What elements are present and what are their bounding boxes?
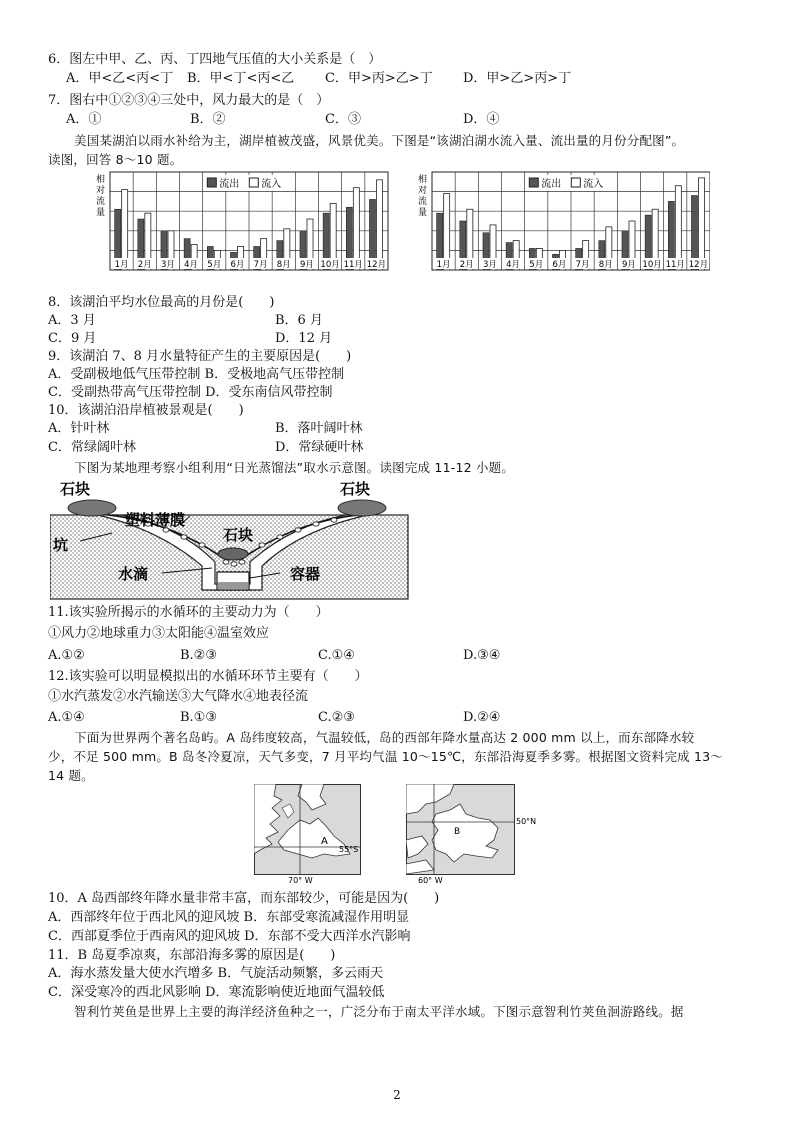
- label-water-drops: 水滴: [118, 565, 149, 583]
- label-pit: 坑: [53, 536, 69, 554]
- label-stone-left: 石块: [60, 480, 91, 498]
- chart-1-category-label: 10月: [642, 260, 662, 270]
- chart-0-category-label: 2月: [137, 260, 152, 270]
- chart-0-bar-in: [376, 180, 382, 270]
- chart-1-ylabel-char: 量: [418, 208, 428, 218]
- question-10-stem: 10．该湖泊沿岸植被景观是( ): [48, 403, 244, 418]
- chart-1-category-label: 6月: [552, 260, 567, 270]
- passage-islands-line-1: 下面为世界两个著名岛屿。A 岛纬度较高，气温较低，岛的西部年降水量高达 2 000 mm 以上，而东部降水较: [74, 730, 695, 745]
- label-stone-middle: 石块: [223, 526, 254, 544]
- q12-option-b: B.①③: [180, 710, 217, 725]
- q11-option-d: D.③④: [463, 648, 501, 663]
- label-stone-right: 石块: [340, 480, 371, 498]
- q10b-options-cd: C．西部夏季位于西南风的迎风坡 D．东部不受大西洋水汽影响: [48, 929, 411, 944]
- chart-0-legend-out: 流出: [219, 179, 240, 190]
- question-12-stem: 12.该实验可以明显模拟出的水循环环节主要有（ ）: [48, 669, 368, 684]
- passage-lake-line-2: 读图，回答 8～10 题。: [48, 152, 183, 167]
- chart-1-legend-out: 流出: [541, 179, 562, 190]
- q11-option-a: A.①②: [48, 648, 85, 663]
- question-8-stem: 8．该湖泊平均水位最高的月份是( ): [48, 295, 275, 310]
- q12-option-a: A.①④: [48, 710, 85, 725]
- chart-0-legend-out-swatch: [207, 178, 216, 187]
- chart-1-legend-in-swatch: [571, 178, 580, 187]
- chart-1-category-label: 3月: [482, 260, 497, 270]
- chart-1-category-label: 8月: [598, 260, 613, 270]
- chart-0-category-label: 5月: [207, 260, 222, 270]
- q11-option-b: B.②③: [180, 648, 217, 663]
- q6-option-d: D．甲>乙>丙>丁: [463, 71, 572, 86]
- chart-1-ylabel-char: 流: [418, 197, 428, 207]
- chart-0-category-label: 3月: [160, 260, 175, 270]
- chart-0-category-label: 10月: [320, 260, 340, 270]
- chart-0-category-label: 1月: [114, 260, 129, 270]
- passage-islands-line-2: 少，不足 500 mm。B 岛冬冷夏凉，天气多变，7 月平均气温 10～15℃，东部沿海夏季多雾。根据图文资料完成 13～: [48, 749, 724, 764]
- map-a-latitude: 55°S: [339, 845, 359, 854]
- lake-flow-charts: [90, 168, 710, 290]
- question-6-stem: 6．图左中甲、乙、丙、丁四地气压值的大小关系是（ ）: [48, 52, 382, 67]
- q7-option-d: D．④: [463, 112, 500, 127]
- passage-distillation: 下图为某地理考察小组利用“日光蒸馏法”取水示意图。读图完成 11-12 小题。: [74, 460, 515, 475]
- q7-option-a: A．①: [66, 112, 102, 127]
- chart-0-legend-in: 流入: [261, 179, 282, 190]
- passage-islands-line-3: 14 题。: [48, 768, 94, 783]
- chart-0-category-label: 6月: [230, 260, 245, 270]
- chart-0-ylabel-char: 量: [96, 208, 106, 218]
- question-11b-stem: 11．B 岛夏季凉爽，东部沿海多雾的原因是( ): [48, 948, 336, 963]
- chart-1-category-label: 9月: [621, 260, 636, 270]
- q11-items: ①风力②地球重力③太阳能④温室效应: [48, 626, 270, 641]
- q10-option-c: C．常绿阔叶林: [48, 440, 136, 455]
- chart-0-ylabel-char: 相: [96, 175, 106, 185]
- q11-option-c: C.①④: [318, 648, 355, 663]
- chart-1-category-label: 7月: [575, 260, 590, 270]
- question-9-stem: 9．该湖泊 7、8 月水量特征产生的主要原因是( ): [48, 349, 352, 364]
- q6-option-a: A．甲<乙<丙<丁: [66, 71, 174, 86]
- chart-0-ylabel-char: 流: [96, 197, 106, 207]
- q7-option-c: C．③: [325, 112, 361, 127]
- q10-option-d: D．常绿硬叶林: [275, 440, 364, 455]
- chart-1-category-label: 1月: [436, 260, 451, 270]
- q8-option-b: B．6 月: [275, 313, 323, 328]
- q8-option-d: D．12 月: [275, 331, 333, 346]
- middle-stone: [218, 548, 248, 560]
- chart-1-legend-out-swatch: [529, 178, 538, 187]
- chart-0-category-label: 4月: [184, 260, 199, 270]
- q11b-options-cd: C．深受寒冷的西北风影响 D．寒流影响使近地面气温较低: [48, 985, 385, 1000]
- chart-1-ylabel-char: 相: [418, 175, 428, 185]
- chart-0-category-label: 9月: [299, 260, 314, 270]
- page-number: 2: [393, 1088, 401, 1102]
- question-7-stem: 7．图右中①②③④三处中，风力最大的是（ ）: [48, 93, 330, 108]
- q12-option-d: D.②④: [463, 710, 501, 725]
- chart-1-bar-in: [675, 186, 681, 270]
- chart-1-category-label: 12月: [688, 260, 709, 270]
- label-container: 容器: [290, 565, 321, 583]
- q12-items: ①水汽蒸发②水汽输送③大气降水④地表径流: [48, 689, 309, 704]
- map-a-longitude: 70° W: [288, 876, 313, 885]
- q8-option-c: C．9 月: [48, 331, 97, 346]
- question-11-stem: 11.该实验所揭示的水循环的主要动力为（ ）: [48, 605, 329, 620]
- chart-0-category-label: 8月: [276, 260, 291, 270]
- label-plastic-film: 塑料薄膜: [125, 511, 186, 529]
- chart-0-legend-in-swatch: [249, 178, 258, 187]
- passage-fish: 智利竹荚鱼是世界上主要的海洋经济鱼种之一，广泛分布于南太平洋水域。下图示意智利竹荚鱼洄游路线。据: [74, 1004, 684, 1019]
- map-b-label: B: [454, 827, 461, 837]
- island-a-map: [254, 784, 366, 886]
- map-b-latitude: 50°N: [516, 817, 537, 826]
- chart-1-bar-in: [698, 178, 704, 270]
- chart-1-category-label: 5月: [529, 260, 544, 270]
- chart-1-category-label: 2月: [459, 260, 474, 270]
- island-b-map: [406, 784, 542, 886]
- q10-option-b: B．落叶阔叶林: [275, 421, 363, 436]
- solar-distillation-diagram: [50, 478, 410, 600]
- left-stone: [68, 500, 116, 516]
- right-stone: [338, 500, 386, 516]
- map-b-longitude: 60° W: [418, 876, 443, 885]
- q10-option-a: A．针叶林: [48, 421, 110, 436]
- chart-0-bar-in: [122, 190, 128, 270]
- chart-0-category-label: 7月: [253, 260, 268, 270]
- chart-1-category-label: 11月: [665, 260, 685, 270]
- chart-0-ylabel-char: 对: [96, 186, 106, 196]
- q7-option-b: B．②: [190, 112, 226, 127]
- q6-option-b: B．甲<丁<丙<乙: [187, 71, 295, 86]
- chart-0-bar-in: [353, 188, 359, 270]
- q9-options-ab: A．受副极地低气压带控制 B．受极地高气压带控制: [48, 367, 345, 382]
- q9-options-cd: C．受副热带高气压带控制 D．受东南信风带控制: [48, 385, 333, 400]
- chart-0-category-label: 12月: [366, 260, 387, 270]
- chart-1-category-label: 4月: [506, 260, 521, 270]
- q11b-options-ab: A．海水蒸发量大使水汽增多 B．气旋活动频繁，多云雨天: [48, 966, 384, 981]
- q12-option-c: C.②③: [318, 710, 355, 725]
- map-a-label: A: [321, 836, 328, 847]
- q6-option-c: C．甲>丙>乙>丁: [325, 71, 433, 86]
- question-10b-stem: 10．A 岛西部终年降水量非常丰富，而东部较少，可能是因为( ): [48, 891, 440, 906]
- q10b-options-ab: A．西部终年位于西北风的迎风坡 B．东部受寒流减湿作用明显: [48, 910, 410, 925]
- chart-0-category-label: 11月: [343, 260, 363, 270]
- chart-1-ylabel-char: 对: [418, 186, 428, 196]
- passage-lake-line-1: 美国某湖泊以雨水补给为主，湖岸植被茂盛，风景优美。下图是“该湖泊湖水流入量、流出量的月份分配图”。: [74, 133, 685, 148]
- q8-option-a: A．3 月: [48, 313, 96, 328]
- chart-1-legend-in: 流入: [583, 179, 604, 190]
